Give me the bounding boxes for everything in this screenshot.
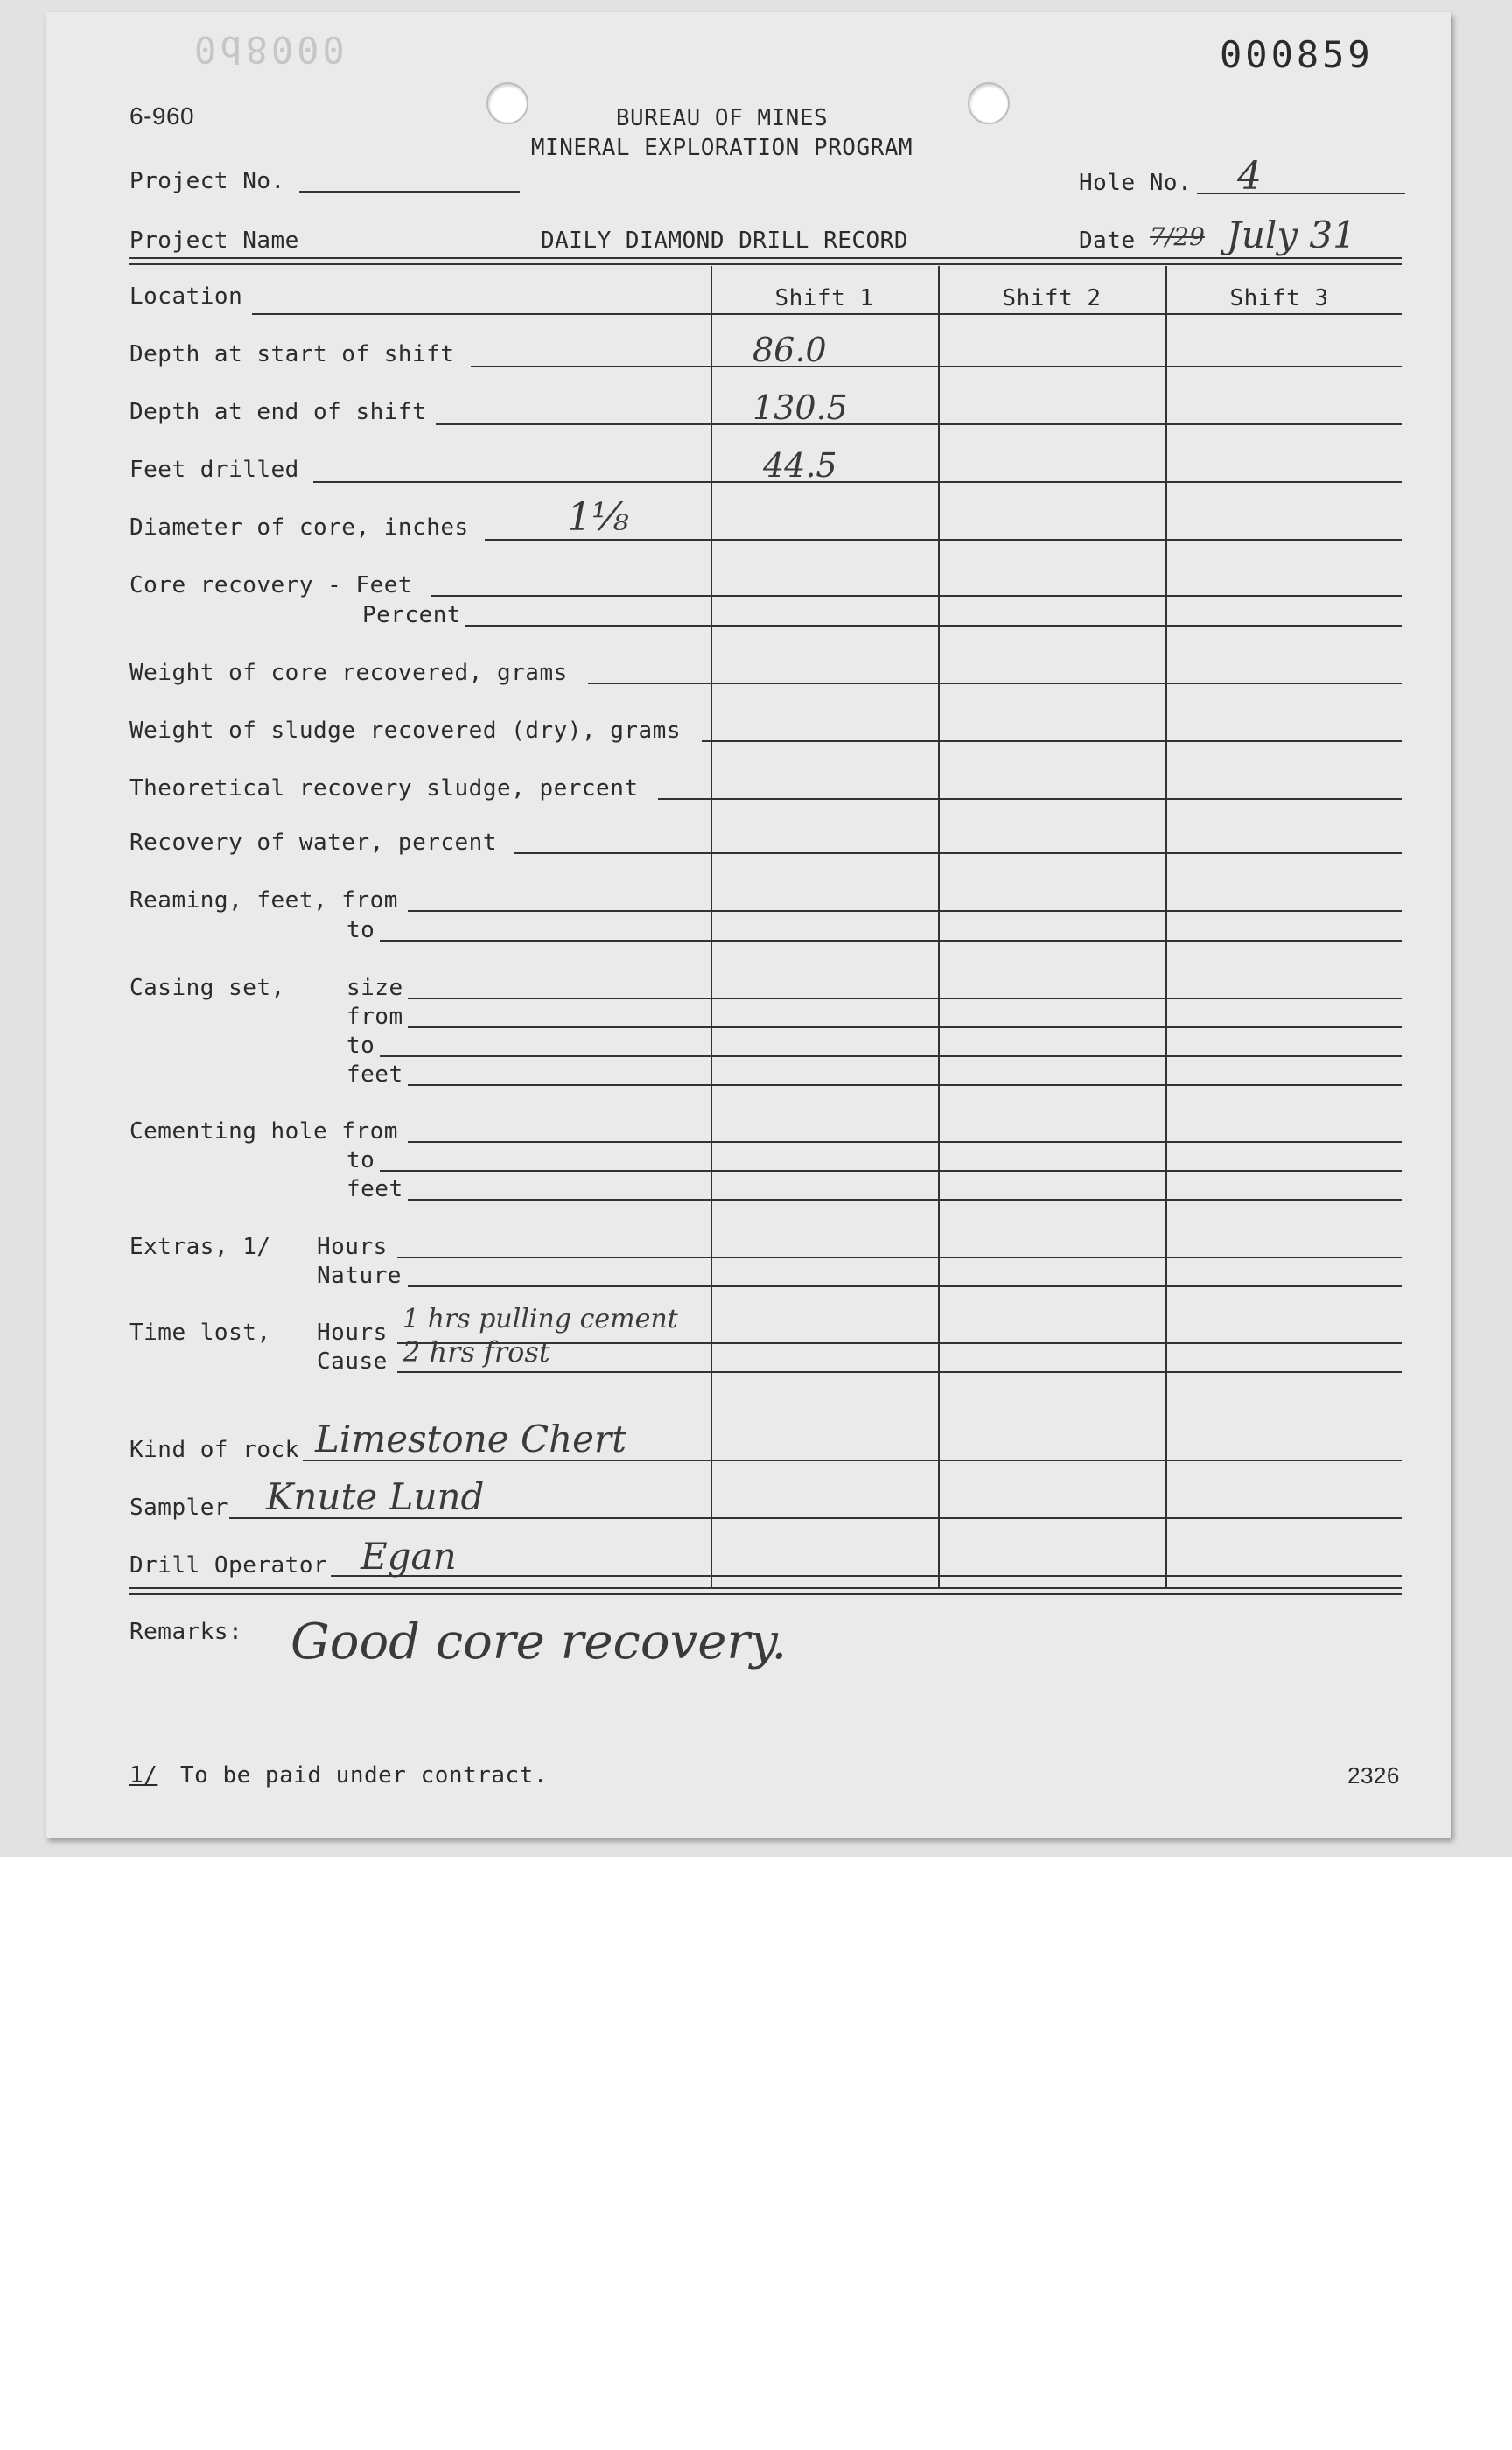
diameter-label: Diameter of core, inches <box>130 514 469 541</box>
sampler-line[interactable] <box>229 1517 1402 1519</box>
casing-size-line[interactable] <box>408 998 1402 999</box>
cementing-to-line[interactable] <box>380 1170 1402 1172</box>
core-recovery-percent-line[interactable] <box>466 625 1402 626</box>
cementing-to-label: to <box>346 1147 375 1173</box>
reaming-to-label: to <box>346 917 375 943</box>
rock-label: Kind of rock <box>130 1437 299 1463</box>
footnote-text: To be paid under contract. <box>180 1762 548 1788</box>
core-recovery-percent-label: Percent <box>362 602 462 628</box>
shift-3-header: Shift 3 <box>1229 285 1329 312</box>
casing-feet-line[interactable] <box>408 1084 1402 1086</box>
hole-no-label: Hole No. <box>1079 170 1193 196</box>
date-value: July 31 <box>1227 214 1356 256</box>
footer-rule-top <box>130 1587 1402 1589</box>
feet-drilled-shift1: 44.5 <box>763 446 837 485</box>
project-no-line[interactable] <box>299 191 520 192</box>
ghost-serial-number: 0d8000 <box>194 28 348 71</box>
project-no-label: Project No. <box>130 168 285 194</box>
core-recovery-label: Core recovery - Feet <box>130 572 413 598</box>
header-rule-bottom <box>130 263 1402 265</box>
column-divider-1 <box>710 266 712 1589</box>
weight-sludge-label: Weight of sludge recovered (dry), grams <box>130 718 681 744</box>
header-rule-top <box>130 257 1402 259</box>
shift-2-header: Shift 2 <box>1002 285 1102 312</box>
water-label: Recovery of water, percent <box>130 830 497 856</box>
theoretical-line[interactable] <box>658 798 1402 800</box>
cementing-from-line[interactable] <box>408 1141 1402 1143</box>
casing-to-label: to <box>346 1032 375 1059</box>
extras-hours-line[interactable] <box>397 1256 1402 1258</box>
cementing-feet-line[interactable] <box>408 1199 1402 1200</box>
cementing-feet-label: feet <box>346 1176 403 1202</box>
feet-drilled-label: Feet drilled <box>130 457 299 483</box>
date-struck-value: 7/29 <box>1150 222 1205 251</box>
time-lost-hours-value: 1 hrs pulling cement <box>402 1304 678 1334</box>
location-label: Location <box>130 284 243 310</box>
extras-nature-label: Nature <box>317 1263 402 1289</box>
theoretical-label: Theoretical recovery sludge, percent <box>130 775 639 802</box>
time-lost-cause-line[interactable] <box>397 1371 1402 1373</box>
casing-from-line[interactable] <box>408 1026 1402 1028</box>
hole-no-line[interactable] <box>1197 192 1405 194</box>
casing-size-label: size <box>346 975 403 1001</box>
project-name-label: Project Name <box>130 228 299 254</box>
weight-core-label: Weight of core recovered, grams <box>130 660 568 686</box>
extras-nature-line[interactable] <box>408 1285 1402 1287</box>
weight-sludge-line[interactable] <box>702 740 1402 742</box>
form-number: 6-960 <box>130 102 195 130</box>
operator-line[interactable] <box>331 1575 1402 1577</box>
footnote-mark: 1/ <box>130 1762 158 1788</box>
reaming-label: Reaming, feet, from <box>130 887 398 914</box>
depth-end-shift1: 130.5 <box>752 388 848 427</box>
page-code: 2326 <box>1348 1762 1400 1788</box>
reaming-to-line[interactable] <box>380 940 1402 942</box>
depth-end-label: Depth at end of shift <box>130 399 427 425</box>
sampler-value: Knute Lund <box>266 1475 485 1518</box>
shift-header-line <box>710 313 1402 315</box>
remarks-label: Remarks: <box>130 1619 243 1645</box>
extras-hours-label: Hours <box>317 1234 388 1260</box>
operator-label: Drill Operator <box>130 1552 328 1578</box>
weight-core-line[interactable] <box>588 682 1402 684</box>
form-title: DAILY DIAMOND DRILL RECORD <box>541 228 908 254</box>
casing-to-line[interactable] <box>380 1055 1402 1057</box>
casing-from-label: from <box>346 1004 403 1030</box>
date-label: Date <box>1079 228 1136 254</box>
time-lost-hours-label: Hours <box>317 1320 388 1346</box>
depth-start-shift1: 86.0 <box>752 331 827 369</box>
casing-label: Casing set, <box>130 975 285 1001</box>
time-lost-label: Time lost, <box>130 1320 271 1346</box>
agency-name: BUREAU OF MINES <box>615 105 829 131</box>
remarks-value: Good core recovery. <box>290 1614 788 1670</box>
depth-start-label: Depth at start of shift <box>130 341 455 368</box>
serial-number: 000859 <box>1220 33 1374 76</box>
cementing-label: Cementing hole from <box>130 1118 398 1144</box>
time-lost-cause-label: Cause <box>317 1348 388 1375</box>
extras-label: Extras, 1/ <box>130 1234 271 1260</box>
shift-1-header: Shift 1 <box>774 285 874 312</box>
program-name: MINERAL EXPLORATION PROGRAM <box>530 135 914 161</box>
depth-end-line[interactable] <box>436 424 1402 425</box>
casing-feet-label: feet <box>346 1061 403 1088</box>
column-divider-2 <box>938 266 940 1589</box>
location-line[interactable] <box>252 313 710 315</box>
rock-line[interactable] <box>303 1460 1402 1461</box>
core-recovery-feet-line[interactable] <box>430 595 1402 597</box>
operator-value: Egan <box>360 1535 457 1578</box>
footer-rule-bottom <box>130 1593 1402 1595</box>
feet-drilled-line[interactable] <box>313 481 1402 483</box>
diameter-line[interactable] <box>485 539 1402 541</box>
time-lost-cause-value: 2 hrs frost <box>402 1335 550 1368</box>
reaming-from-line[interactable] <box>408 910 1402 912</box>
rock-value: Limestone Chert <box>315 1418 626 1460</box>
drill-record-sheet <box>46 12 1451 1838</box>
sampler-label: Sampler <box>130 1494 229 1521</box>
water-line[interactable] <box>514 852 1402 854</box>
diameter-value: 1⅛ <box>567 495 629 540</box>
column-divider-3 <box>1166 266 1167 1589</box>
hole-no-value: 4 <box>1237 154 1262 199</box>
depth-start-line[interactable] <box>471 366 1402 368</box>
